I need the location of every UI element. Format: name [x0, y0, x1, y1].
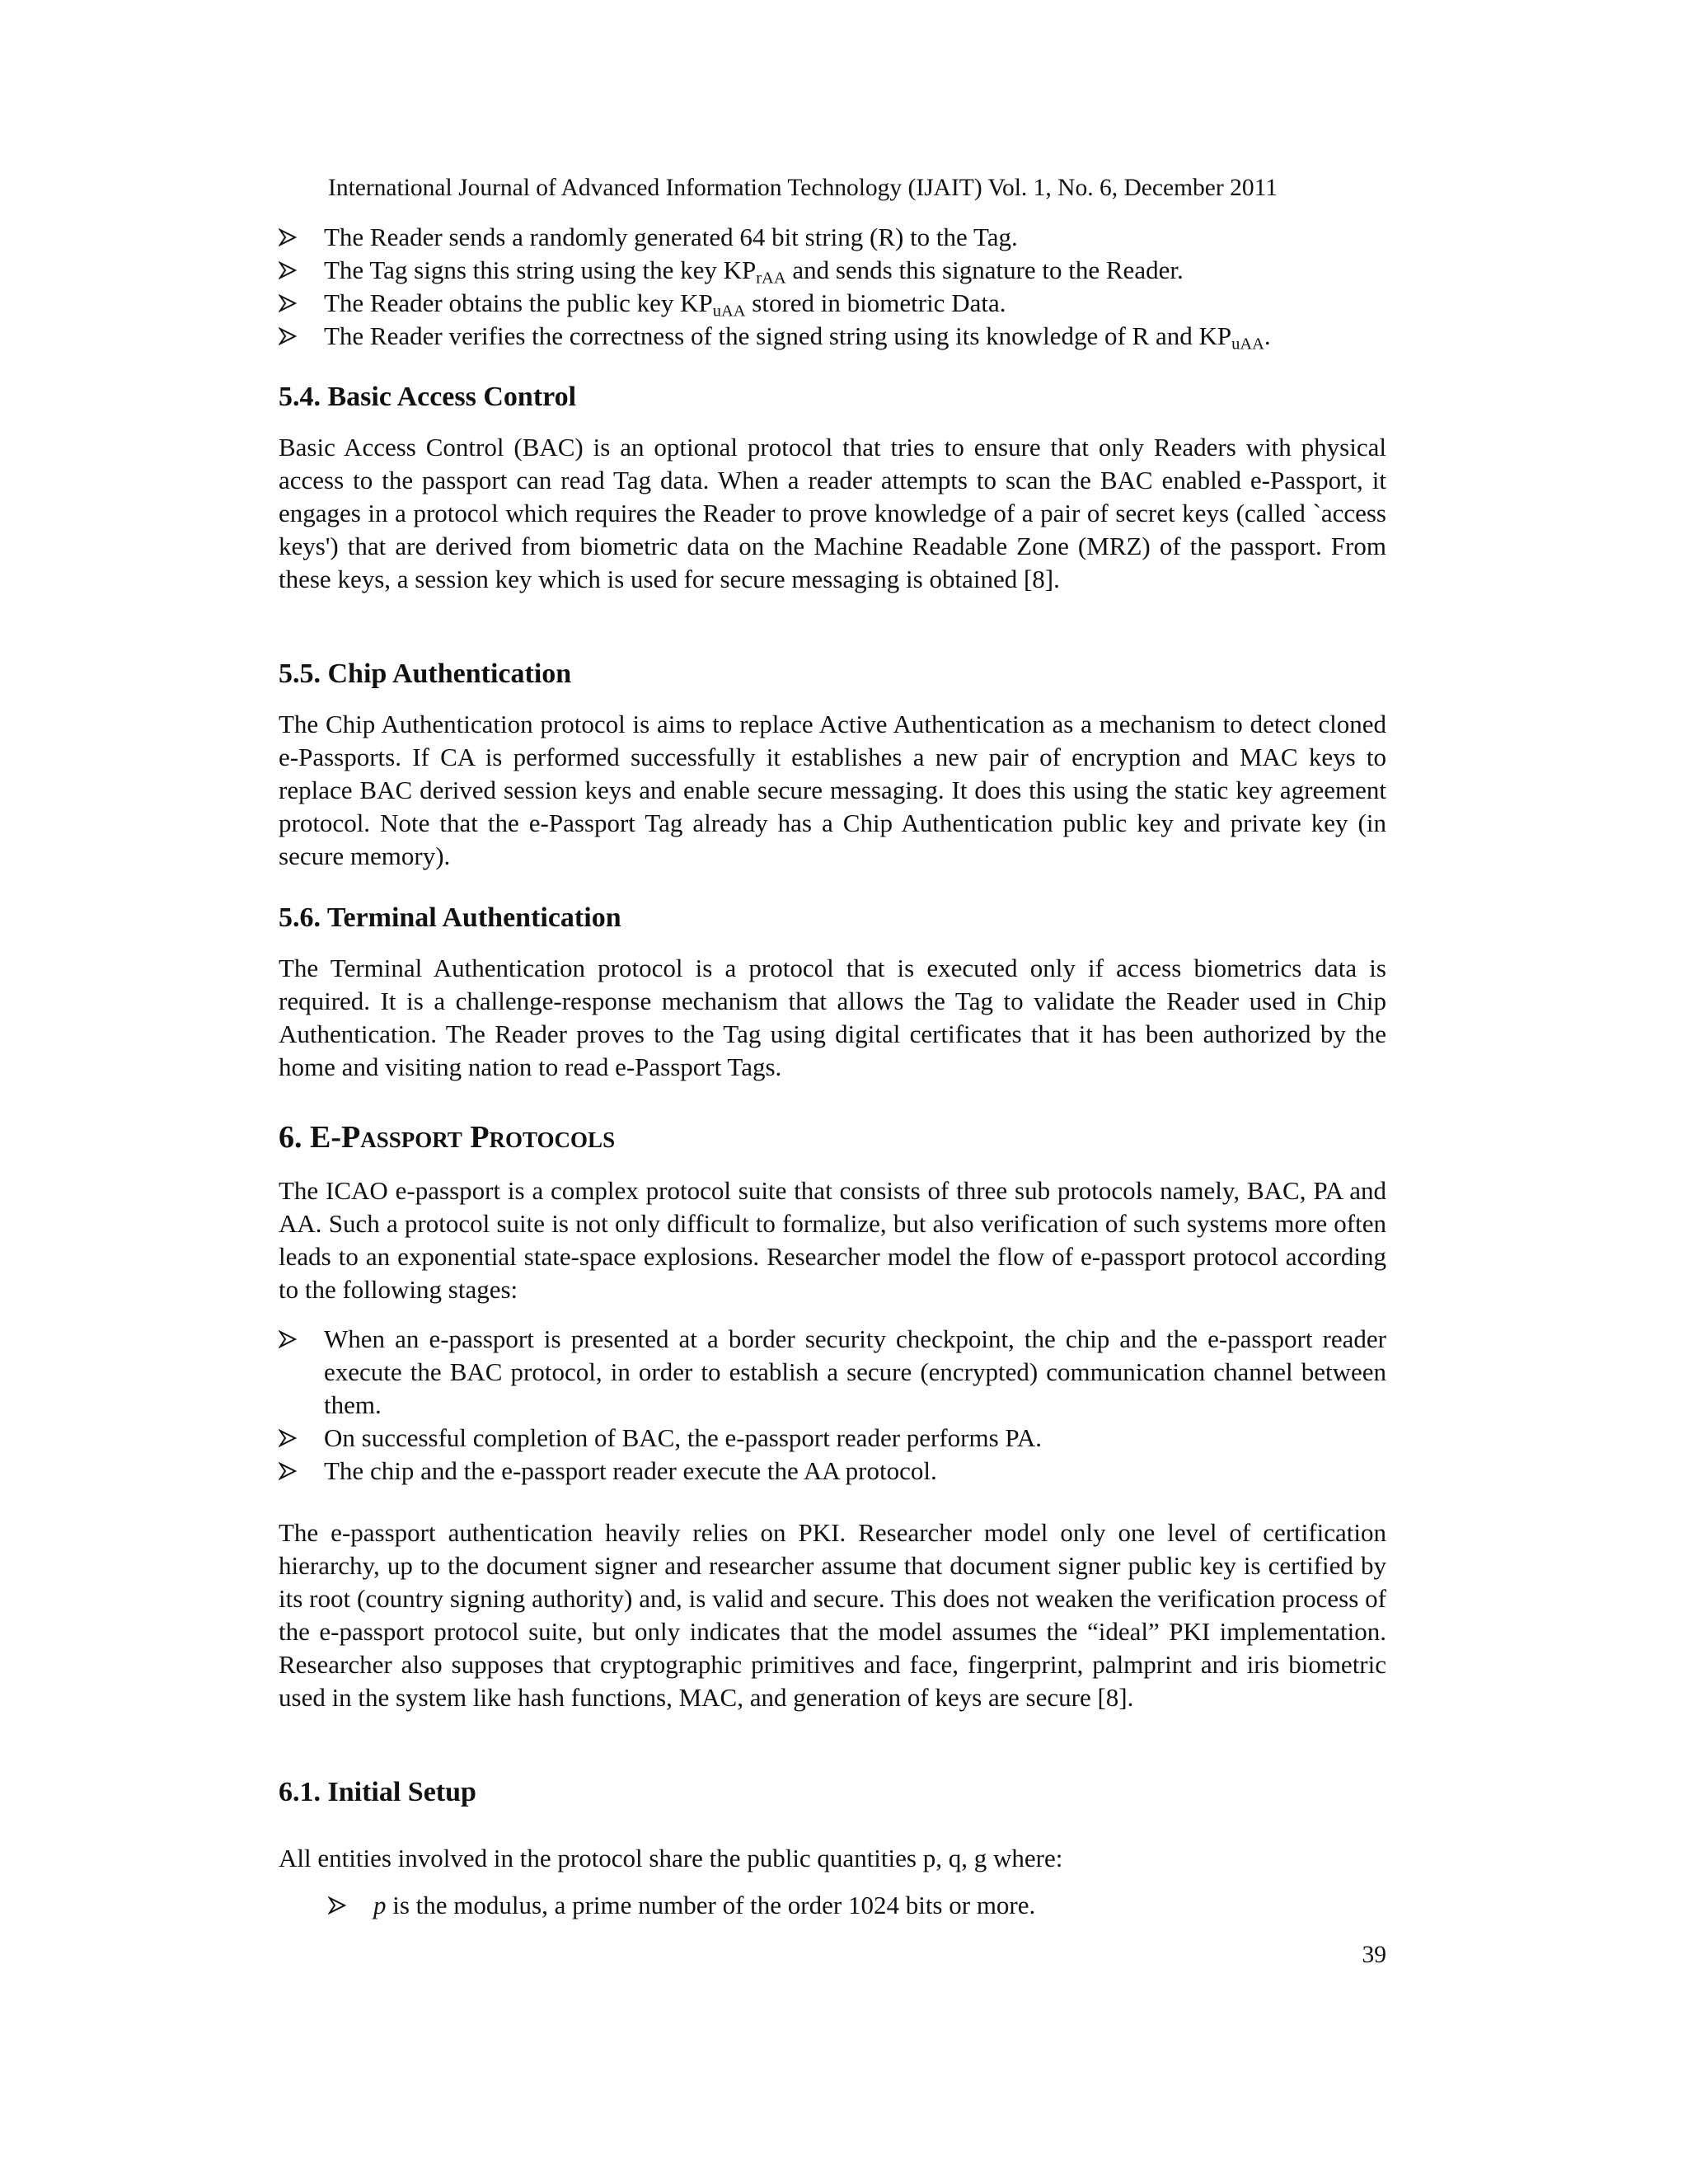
arrowhead-bullet-icon [279, 1422, 303, 1447]
section-6-1-body: All entities involved in the protocol share the public quantities p, q, g where: [279, 1844, 1063, 1872]
list-item [279, 287, 1386, 320]
arrowhead-bullet-icon [279, 221, 303, 246]
section-5-5-body: The Chip Authentication protocol is aims to replace Active Authentication as a mechanism to detect cloned e-Passports. If CA is performed successfully it establishes a new pair of encryption and MAC keys to replace BAC derived session keys and enable secure messaging. It does this using the static key agreement protocol. Note that the e-Passport Tag already has a Chip Authentication public key and private key (in secure memory). [279, 710, 1386, 870]
list-item-text: The Reader obtains the public key KP [324, 288, 713, 317]
section-6-pki-paragraph: The e-passport authentication heavily relies on PKI. Researcher model only one level of certification hierarchy, up to the document signer and researcher assume that document signer public key is certified by its root (country signing authority) and, is valid and secure. This does not weaken the verification process of the e-passport protocol suite, but only indicates that the model assumes the “ideal” PKI implementation. Researcher also supposes that cryptographic primitives and face, fingerprint, palmprint and iris biometric used in the system like hash functions, MAC, and generation of keys are secure [8]. [279, 1518, 1386, 1712]
section-heading-5-6: 5.6. Terminal Authentication [279, 902, 621, 933]
list-item-text: The Reader verifies the correctness of the signed string using its knowledge of R and KP [324, 321, 1232, 350]
setup-params-list [328, 1889, 1386, 1922]
aa-steps-list [279, 221, 1386, 353]
list-item [279, 1455, 1386, 1488]
section-heading-6-1: 6.1. Initial Setup [279, 1777, 476, 1807]
chapter-number: 6. [279, 1120, 302, 1155]
list-item-text: is the modulus, a prime number of the order 1024 bits or more. [386, 1891, 1036, 1919]
arrowhead-bullet-icon [279, 287, 303, 312]
list-item-text: and sends this signature to the Reader. [785, 255, 1184, 284]
protocol-stages-list [279, 1323, 1386, 1488]
list-item-text: When an e-passport is presented at a border security checkpoint, the chip and the e-passport reader execute the BAC protocol, in order to establish a secure (encrypted) communication channel between them. [324, 1324, 1386, 1419]
list-item [279, 1422, 1386, 1455]
list-item [279, 1323, 1386, 1422]
variable-p: p [373, 1891, 387, 1919]
section-heading-5-5: 5.5. Chip Authentication [279, 658, 572, 689]
list-item-text: The Reader sends a randomly generated 64 bit string (R) to the Tag. [324, 223, 1018, 251]
page-number: 39 [1362, 1942, 1386, 1968]
arrowhead-bullet-icon [328, 1889, 353, 1915]
chapter-title-part: rotocols [489, 1120, 616, 1155]
running-header: International Journal of Advanced Information Technology (IJAIT) Vol. 1, No. 6, December 2011 [328, 175, 1278, 201]
list-item [279, 254, 1386, 287]
list-item [328, 1889, 1386, 1922]
list-item-text: . [1264, 321, 1271, 350]
list-item-text: On successful completion of BAC, the e-passport reader performs PA. [324, 1423, 1042, 1452]
section-heading-5-4: 5.4. Basic Access Control [279, 382, 577, 412]
arrowhead-bullet-icon [279, 1455, 303, 1480]
subscript: rAA [756, 269, 786, 288]
list-item [279, 221, 1386, 254]
arrowhead-bullet-icon [279, 320, 303, 345]
arrowhead-bullet-icon [279, 1323, 303, 1348]
chapter-heading-6 [279, 1119, 615, 1155]
list-item-text: stored in biometric Data. [745, 288, 1006, 317]
section-5-4-body: Basic Access Control (BAC) is an optional protocol that tries to ensure that only Readers with physical access to the passport can read Tag data. When a reader attempts to scan the BAC enabled e-Passport, it engages in a protocol which requires the Reader to prove knowledge of a pair of secret keys (called `access keys') that are derived from biometric data on the Machine Readable Zone (MRZ) of the passport. From these keys, a session key which is used for secure messaging is obtained [8]. [279, 433, 1386, 593]
section-5-6-body: The Terminal Authentication protocol is a protocol that is executed only if access biometrics data is required. It is a challenge-response mechanism that allows the Tag to validate the Reader used in Chip Authentication. The Reader proves to the Tag using digital certificates that it has been authorized by the home and visiting nation to read e-Passport Tags. [279, 954, 1386, 1081]
list-item-text: The chip and the e-passport reader execute the AA protocol. [324, 1456, 937, 1485]
list-item-text: The Tag signs this string using the key KP [324, 255, 757, 284]
chapter-title-part: assport [360, 1120, 462, 1155]
chapter-title-part: P [470, 1120, 490, 1155]
subscript: uAA [1231, 335, 1264, 354]
list-item [279, 320, 1386, 353]
subscript: uAA [712, 302, 746, 321]
chapter-title-part: E-P [310, 1120, 361, 1155]
section-6-intro: The ICAO e-passport is a complex protocol suite that consists of three sub protocols namely, BAC, PA and AA. Such a protocol suite is not only difficult to formalize, but also verification of such systems more often leads to an exponential state-space explosions. Researcher model the flow of e-passport protocol according to the following stages: [279, 1176, 1386, 1304]
arrowhead-bullet-icon [279, 254, 303, 279]
